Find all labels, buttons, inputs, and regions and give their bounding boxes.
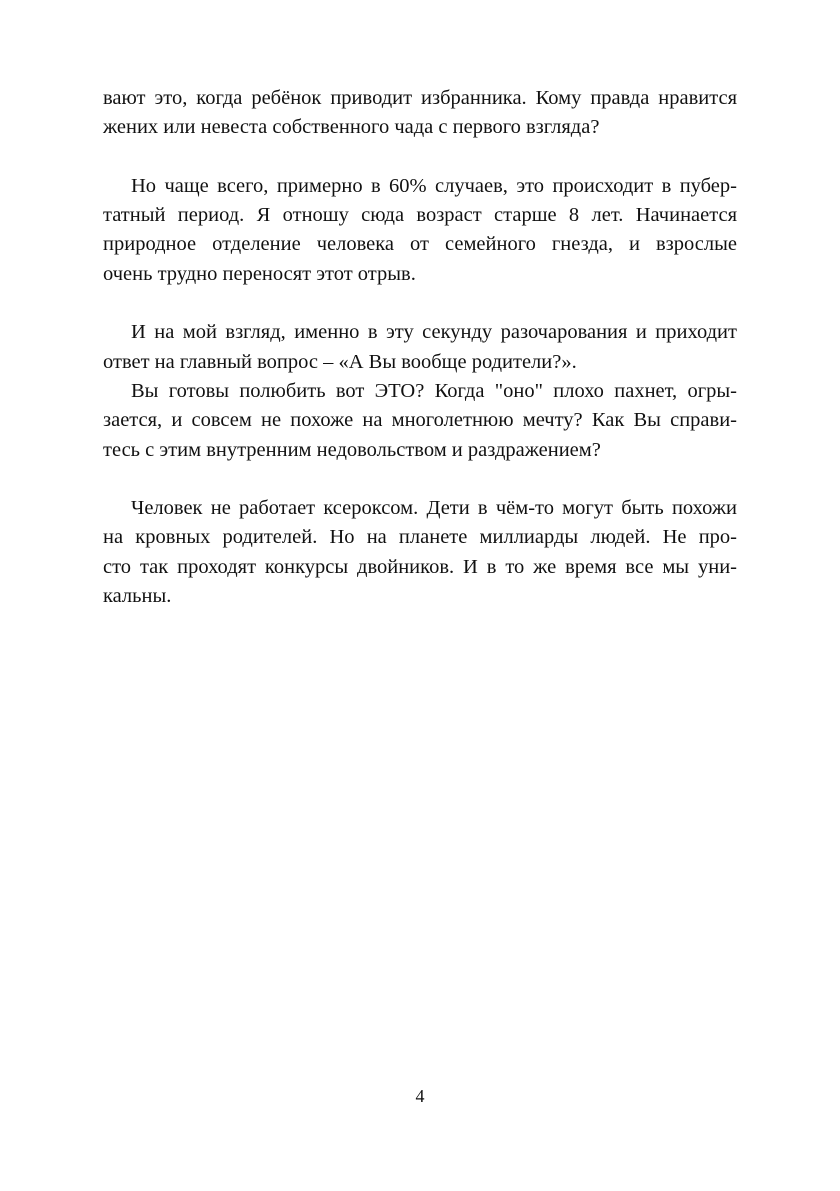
paragraph-line: на кровных родителей. Но на планете миллиарды людей. Не про- <box>103 526 737 549</box>
paragraph-gap <box>103 143 737 172</box>
paragraph-line: жених или невеста собственного чада с первого взгляда? <box>103 116 600 139</box>
paragraph-line: Но чаще всего, примерно в 60% случаев, это происходит в пубер- <box>131 174 737 197</box>
paragraph-line: зается, и совсем не похоже на многолетнюю мечту? Как Вы справи- <box>103 409 737 432</box>
paragraph-line: татный период. Я отношу сюда возраст старше 8 лет. Начинается <box>103 204 737 227</box>
paragraph-1 <box>103 84 737 143</box>
page-number: 4 <box>415 1086 425 1106</box>
paragraph-line: тесь с этим внутренним недовольством и раздражением? <box>103 438 601 461</box>
paragraph-line: ответ на главный вопрос – «А Вы вообще родители?». <box>103 350 577 373</box>
paragraph-line: Вы готовы полюбить вот ЭТО? Когда "оно" плохо пахнет, огры- <box>131 379 737 402</box>
paragraph-gap <box>103 465 737 494</box>
paragraph-line: природное отделение человека от семейного гнезда, и взрослые <box>103 233 737 256</box>
paragraph-line: кальны. <box>103 585 172 608</box>
paragraph-gap <box>103 289 737 318</box>
paragraph-5 <box>103 494 737 611</box>
paragraph-line: сто так проходят конкурсы двойников. И в то же время все мы уни- <box>103 555 737 578</box>
paragraph-2 <box>103 172 737 289</box>
paragraph-line: Человек не работает ксероксом. Дети в чём-то могут быть похожи <box>131 497 737 520</box>
paragraph-line: очень трудно переносят этот отрыв. <box>103 262 416 285</box>
paragraph-4 <box>103 377 737 465</box>
paragraph-line: И на мой взгляд, именно в эту секунду разочарования и приходит <box>131 321 737 344</box>
paragraph-3 <box>103 318 737 377</box>
paragraph-line: вают это, когда ребёнок приводит избранника. Кому правда нравится <box>103 87 737 109</box>
body-text <box>103 84 737 611</box>
